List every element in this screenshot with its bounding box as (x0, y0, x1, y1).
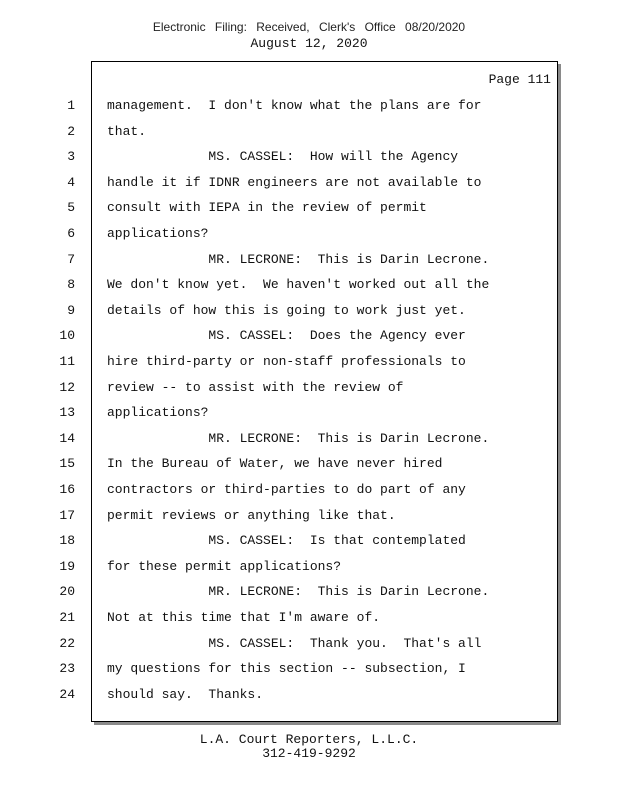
reporter-company: L.A. Court Reporters, L.L.C. (199, 732, 419, 747)
line-number: 15 (59, 456, 75, 472)
line-number: 7 (67, 251, 75, 267)
transcript-line (67, 195, 557, 220)
line-text: We don't know yet. We haven't worked out all the (107, 277, 490, 293)
line-text: MS. CASSEL: Does the Agency ever (107, 328, 466, 344)
transcript-line (59, 323, 557, 348)
line-text: applications? (107, 405, 209, 421)
line-text: hire third-party or non-staff professionals to (107, 354, 466, 369)
transcript-line (59, 631, 557, 656)
page-number: Page 111 (488, 72, 551, 87)
transcript-line (59, 528, 557, 553)
line-number: 2 (67, 123, 75, 139)
line-number: 19 (59, 558, 75, 574)
transcript-line (67, 170, 557, 195)
line-text: handle it if IDNR engineers are not available to (107, 174, 482, 190)
transcript-line (59, 426, 557, 451)
line-text: my questions for this section -- subsection, I (107, 661, 466, 677)
line-text: MR. LECRONE: This is Darin Lecrone. (107, 251, 490, 267)
transcript-line (67, 272, 557, 297)
filing-stamp: Electronic Filing: Received, Clerk's Office 08/20/2020 (152, 20, 466, 34)
line-number: 14 (59, 430, 75, 446)
transcript-line (59, 503, 557, 528)
line-number: 23 (59, 661, 75, 677)
line-text: In the Bureau of Water, we have never hired (107, 456, 443, 472)
line-number: 20 (59, 584, 75, 600)
line-text: for these permit applications? (107, 558, 342, 574)
transcript-line (59, 656, 557, 681)
line-number: 16 (59, 482, 75, 497)
hearing-date: August 12, 2020 (250, 36, 368, 51)
line-number: 12 (59, 379, 75, 395)
line-text: MS. CASSEL: Thank you. That's all (107, 635, 482, 651)
line-text: that. (107, 123, 147, 139)
transcript-line (59, 605, 557, 630)
line-number: 10 (59, 328, 75, 344)
line-text: management. I don't know what the plans are for (107, 98, 482, 113)
transcript-line (67, 119, 557, 144)
line-text: applications? (107, 226, 209, 241)
transcript-line (67, 93, 557, 118)
line-text: MR. LECRONE: This is Darin Lecrone. (107, 430, 490, 446)
page-footer (0, 733, 618, 761)
transcript-line (59, 349, 557, 374)
line-number: 4 (67, 174, 75, 190)
line-text: MS. CASSEL: Is that contemplated (107, 533, 466, 549)
transcript-line (59, 579, 557, 604)
transcript-page (59, 61, 558, 722)
line-number: 24 (59, 686, 75, 702)
transcript-line (59, 400, 557, 425)
line-number: 21 (59, 610, 75, 625)
transcript-line (59, 375, 557, 400)
line-number: 22 (59, 635, 75, 651)
line-text: permit reviews or anything like that. (107, 507, 396, 523)
line-text: should say. Thanks. (107, 686, 264, 702)
transcript-line (67, 247, 557, 272)
line-number: 1 (67, 98, 75, 113)
line-number: 11 (59, 354, 75, 369)
line-number: 13 (59, 405, 75, 421)
line-number: 8 (67, 277, 75, 293)
transcript-line (59, 451, 557, 476)
transcript-line (67, 298, 557, 323)
reporter-phone: 312-419-9292 (262, 746, 356, 761)
transcript-line (59, 554, 557, 579)
line-text: Not at this time that I'm aware of. (107, 610, 381, 625)
line-number: 5 (67, 200, 75, 216)
line-text: contractors or third-parties to do part of any (107, 482, 466, 497)
line-number: 18 (59, 533, 75, 549)
line-number: 6 (67, 226, 75, 241)
transcript-line (67, 144, 557, 169)
transcript-line (67, 221, 557, 246)
line-number: 3 (67, 149, 75, 165)
line-text: consult with IEPA in the review of permit (107, 200, 427, 216)
transcript-line (59, 682, 557, 707)
line-text: review -- to assist with the review of (107, 379, 404, 395)
line-text: MR. LECRONE: This is Darin Lecrone. (107, 584, 490, 600)
line-text: MS. CASSEL: How will the Agency (107, 149, 459, 165)
line-number: 17 (59, 507, 75, 523)
line-text: details of how this is going to work just yet. (107, 302, 466, 318)
line-number: 9 (67, 302, 75, 318)
transcript-line (59, 477, 557, 502)
